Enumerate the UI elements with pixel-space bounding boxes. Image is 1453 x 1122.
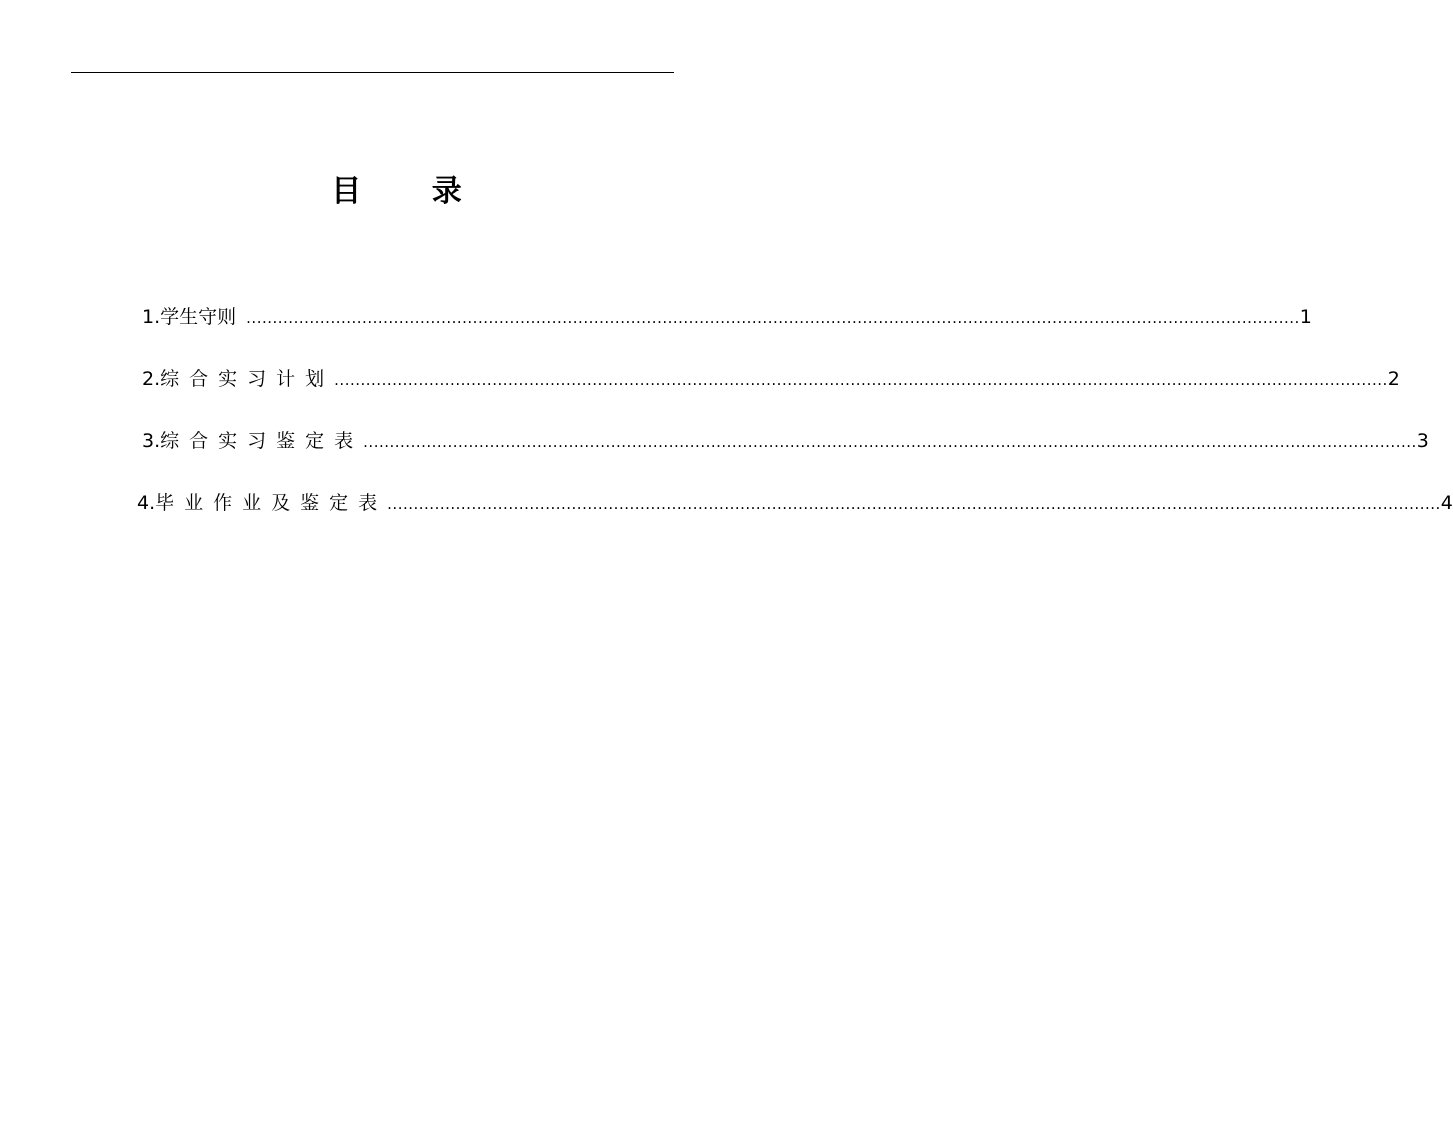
toc-entry-page: 3: [1416, 430, 1429, 452]
toc-entry-number: 2.: [142, 368, 161, 390]
toc-entry-4[interactable]: [137, 490, 1453, 517]
toc-entry-page: 4: [1440, 492, 1453, 514]
toc-entry-label: 综合实习鉴定表: [160, 430, 364, 452]
toc-entry-page: 1: [1299, 306, 1312, 328]
toc-entry-1[interactable]: [142, 304, 1312, 331]
toc-entry-number: 3.: [142, 430, 161, 452]
toc-leader-dots: ........................................................................................................................................................................................................: [246, 309, 1300, 327]
toc-entry-label: 毕业作业及鉴定表: [155, 492, 388, 514]
toc-entry-number: 1.: [142, 306, 161, 328]
toc-entry-number: 4.: [137, 492, 156, 514]
toc-entry-label: 学生守则: [160, 306, 237, 328]
toc-entry-2[interactable]: [142, 366, 1400, 393]
toc-entry-label: 综合实习计划: [160, 368, 335, 390]
toc-title: 目 录: [331, 174, 492, 209]
toc-entry-page: 2: [1387, 368, 1400, 390]
toc-entry-3[interactable]: [142, 428, 1429, 455]
header-rule: [71, 72, 674, 73]
toc-leader-dots: ........................................................................................................................................................................................................: [334, 371, 1388, 389]
toc-leader-dots: ........................................................................................................................................................................................................: [387, 495, 1441, 513]
toc-leader-dots: ........................................................................................................................................................................................................: [363, 433, 1417, 451]
